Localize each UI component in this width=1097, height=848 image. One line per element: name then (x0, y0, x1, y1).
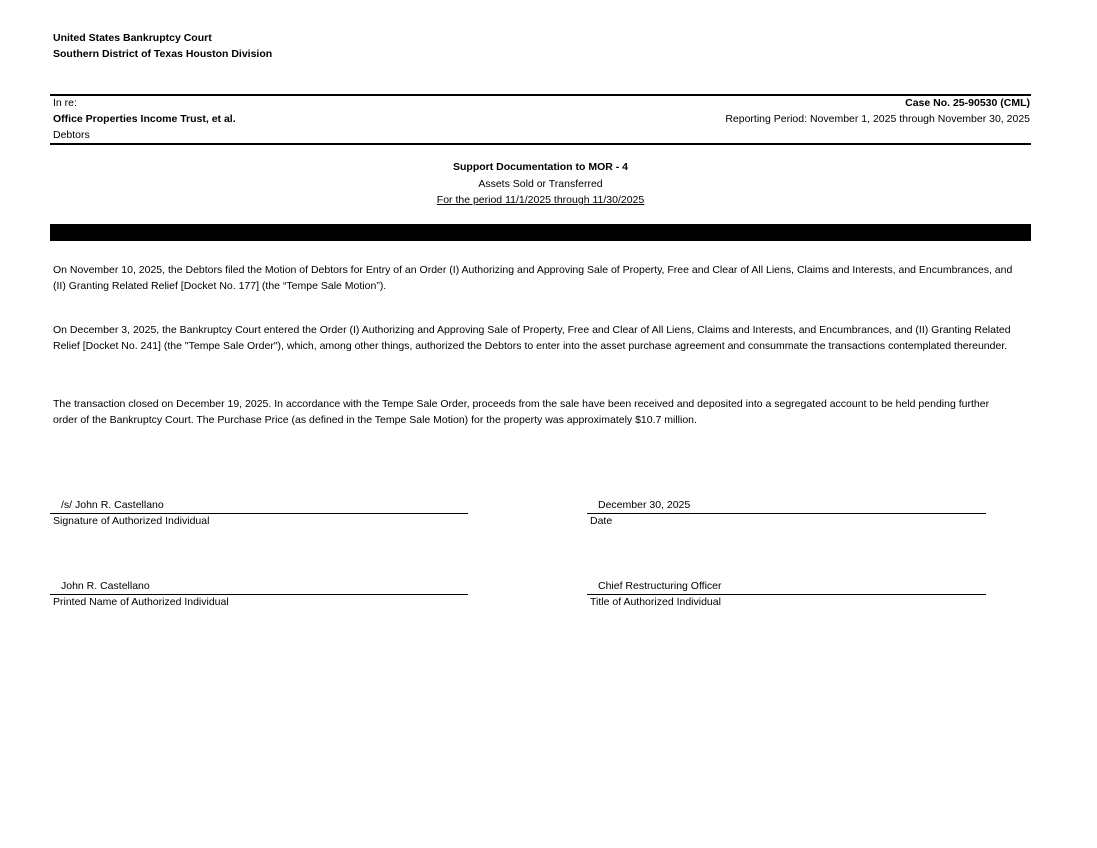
signature-label: Signature of Authorized Individual (53, 515, 210, 527)
title-value: Chief Restructuring Officer (598, 580, 722, 592)
header-top-rule (50, 94, 1031, 96)
paragraph-sale-motion: On November 10, 2025, the Debtors filed the Motion of Debtors for Entry of an Order (I) Authorizing and Approving Sale of Property, Free and Clear of All Liens, Claims and Interests, and Encumbrances, and (II) Granting Related Relief [Docket No. 177] (the “Tempe Sale Motion”). (53, 264, 1013, 292)
case-number: Case No. 25-90530 (CML) (905, 97, 1030, 109)
date-value: December 30, 2025 (598, 499, 691, 511)
header-bottom-rule (50, 143, 1031, 145)
document-subtitle: Assets Sold or Transferred (478, 178, 603, 190)
document-period (50, 192, 1031, 208)
court-name: United States Bankruptcy Court (53, 32, 212, 44)
paragraph-sale-order: On December 3, 2025, the Bankruptcy Court entered the Order (I) Authorizing and Approving Sale of Property, Free and Clear of All Liens, Claims and Interests, and Encumbrances, and (II) Granting Related Relief [Docket No. 241] (the "Tempe Sale Order"), which, among other things, authorized the Debtors to enter into the asset purchase agreement and consummate the transactions contemplated thereunder. (53, 324, 1011, 352)
court-district: Southern District of Texas Houston Division (53, 48, 273, 60)
signature-value: /s/ John R. Castellano (61, 499, 164, 511)
black-band (50, 224, 1031, 241)
in-re-label: In re: (53, 97, 77, 109)
printed-name-label: Printed Name of Authorized Individual (53, 596, 229, 608)
reporting-period: Reporting Period: November 1, 2025 through November 30, 2025 (725, 113, 1030, 125)
debtor-name: Office Properties Income Trust, et al. (53, 113, 236, 125)
paragraph-transaction-closed: The transaction closed on December 19, 2025. In accordance with the Tempe Sale Order, proceeds from the sale have been received and deposited into a segregated account to be held pending further order of the Bankruptcy Court. The Purchase Price (as defined in the Tempe Sale Motion) for the property was approximately $10.7 million. (53, 398, 990, 426)
document-period-text: For the period 11/1/2025 through 11/30/2025 (436, 194, 645, 206)
document-title: Support Documentation to MOR - 4 (453, 161, 628, 173)
title-label: Title of Authorized Individual (590, 596, 721, 608)
printed-name-value: John R. Castellano (61, 580, 150, 592)
debtors-label: Debtors (53, 129, 90, 141)
date-label: Date (590, 515, 613, 527)
date-line (587, 513, 986, 514)
